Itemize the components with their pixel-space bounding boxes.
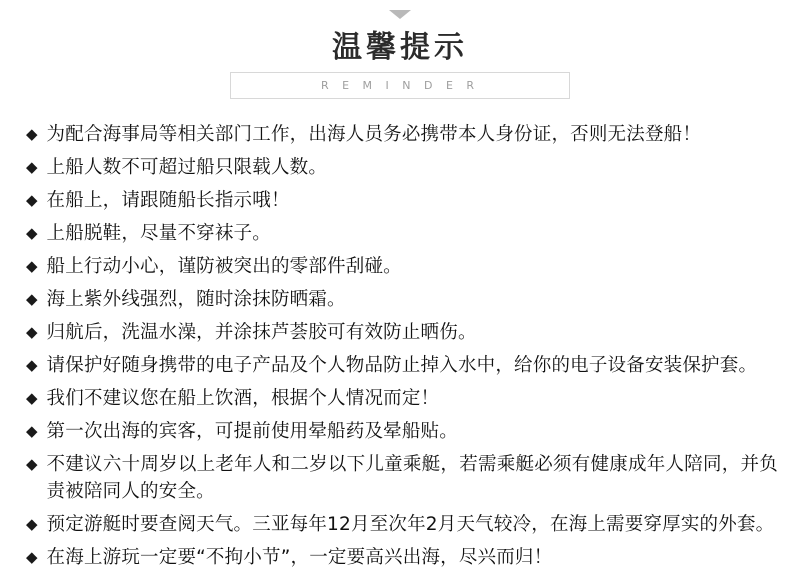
diamond-bullet-icon: ◆ [26, 124, 38, 143]
list-item-text: 上船人数不可超过船只限载人数。 [46, 156, 328, 178]
diamond-bullet-icon: ◆ [26, 157, 38, 176]
heading-block [0, 31, 800, 99]
diamond-bullet-icon: ◆ [26, 454, 38, 473]
list-item-text: 第一次出海的宾客，可提前使用晕船药及晕船贴。 [46, 420, 458, 442]
diamond-bullet-icon: ◆ [26, 322, 38, 341]
list-item [26, 352, 778, 379]
list-item-text: 上船脱鞋，尽量不穿袜子。 [46, 222, 271, 244]
diamond-bullet-icon: ◆ [26, 388, 38, 407]
list-item [26, 253, 778, 280]
list-item [26, 319, 778, 346]
diamond-bullet-icon: ◆ [26, 421, 38, 440]
list-item-text: 不建议六十周岁以上老年人和二岁以下儿童乘艇，若需乘艇必须有健康成年人陪同，并负责被陪同人的安全。 [46, 453, 778, 502]
list-item-text: 请保护好随身携带的电子产品及个人物品防止掉入水中，给你的电子设备安装保护套。 [46, 354, 758, 376]
diamond-bullet-icon: ◆ [26, 289, 38, 308]
list-item [26, 121, 778, 148]
list-item [26, 418, 778, 445]
top-arrow-container [0, 0, 800, 19]
list-item [26, 154, 778, 181]
diamond-bullet-icon: ◆ [26, 256, 38, 275]
list-item [26, 511, 778, 538]
list-item-text: 在海上游玩一定要“不拘小节”，一定要高兴出海，尽兴而归！ [46, 546, 553, 568]
diamond-bullet-icon: ◆ [26, 355, 38, 374]
diamond-bullet-icon: ◆ [26, 190, 38, 209]
list-item [26, 187, 778, 214]
diamond-bullet-icon: ◆ [26, 547, 38, 566]
list-item-text: 海上紫外线强烈，随时涂抹防晒霜。 [46, 288, 346, 310]
list-item-text: 我们不建议您在船上饮酒，根据个人情况而定！ [46, 387, 440, 409]
subtitle-box [230, 72, 570, 99]
subtitle-text: R E M I N D E R [320, 78, 480, 92]
subtitle-frame [0, 72, 800, 99]
triangle-down-icon [389, 10, 411, 19]
list-item [26, 385, 778, 412]
list-item [26, 220, 778, 247]
list-item-text: 在船上，请跟随船长指示哦！ [46, 189, 290, 211]
list-item-text: 为配合海事局等相关部门工作，出海人员务必携带本人身份证，否则无法登船！ [46, 123, 702, 145]
list-item [26, 544, 778, 571]
page-title: 温馨提示 [332, 30, 468, 65]
diamond-bullet-icon: ◆ [26, 514, 38, 533]
list-item-text: 预定游艇时要查阅天气。三亚每年12月至次年2月天气较冷，在海上需要穿厚实的外套。 [46, 513, 775, 535]
list-item [26, 286, 778, 313]
list-item-text: 船上行动小心，谨防被突出的零部件刮碰。 [46, 255, 402, 277]
notice-list [0, 121, 800, 571]
list-item-text: 归航后，洗温水澡，并涂抹芦荟胶可有效防止晒伤。 [46, 321, 477, 343]
list-item [26, 451, 778, 505]
diamond-bullet-icon: ◆ [26, 223, 38, 242]
